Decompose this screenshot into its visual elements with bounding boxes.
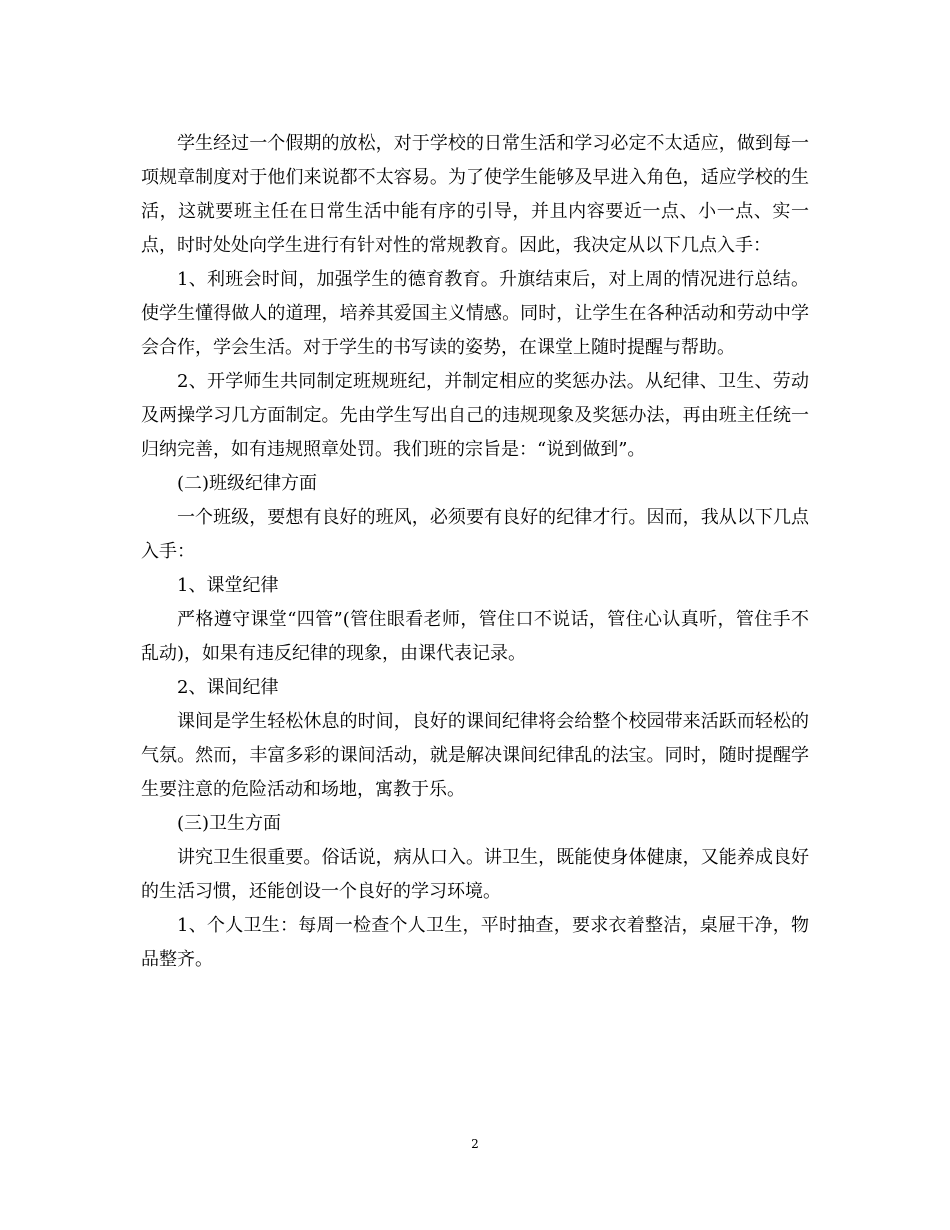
section-heading-hygiene: (三)卫生方面 bbox=[177, 813, 282, 834]
paragraph-item-1-moral-education: 1、利班会时间，加强学生的德育教育。升旗结束后，对上周的情况进行总结。使学生懂得做人的道理，培养其爱国主义情感。同时，让学生在各种活动和劳动中学会合作，学会生活。对于学生的书写读的姿势，在课堂上随时提醒与帮助。 bbox=[141, 269, 809, 358]
paragraph-hygiene-intro: 讲究卫生很重要。俗话说，病从口入。讲卫生，既能使身体健康，又能养成良好的生活习惯，还能创设一个良好的学习环境。 bbox=[141, 847, 809, 902]
subheading-classroom-discipline: 1、课堂纪律 bbox=[177, 575, 279, 596]
subheading-break-discipline: 2、课间纪律 bbox=[177, 677, 279, 698]
section-heading-class-discipline: (二)班级纪律方面 bbox=[177, 473, 318, 494]
paragraph-break-discipline: 课间是学生轻松休息的时间，良好的课间纪律将会给整个校园带来活跃而轻松的气氛。然而，丰富多彩的课间活动，就是解决课间纪律乱的法宝。同时，随时提醒学生要注意的危险活动和场地，寓教于乐。 bbox=[141, 711, 809, 800]
paragraph-intro: 学生经过一个假期的放松，对于学校的日常生活和学习必定不太适应，做到每一项规章制度对于他们来说都不太容易。为了使学生能够及早进入角色，适应学校的生活，这就要班主任在日常生活中能有序的引导，并且内容要近一点、小一点、实一点，时时处处向学生进行有针对性的常规教育。因此，我决定从以下几点入手： bbox=[141, 133, 809, 256]
document-body bbox=[141, 127, 809, 977]
paragraph-item-2-class-rules: 2、开学师生共同制定班规班纪，并制定相应的奖惩办法。从纪律、卫生、劳动及两操学习几方面制定。先由学生写出自己的违规现象及奖惩办法，再由班主任统一归纳完善，如有违规照章处罚。我们班的宗旨是：“说到做到”。 bbox=[141, 371, 809, 460]
page-number: 2 bbox=[471, 1137, 479, 1151]
paragraph-discipline-intro: 一个班级，要想有良好的班风，必须要有良好的纪律才行。因而，我从以下几点入手： bbox=[141, 507, 809, 562]
paragraph-personal-hygiene: 1、个人卫生：每周一检查个人卫生，平时抽查，要求衣着整洁，桌屉干净，物品整齐。 bbox=[141, 915, 809, 970]
paragraph-classroom-discipline: 严格遵守课堂“四管”(管住眼看老师，管住口不说话，管住心认真听，管住手不乱动)，如果有违反纪律的现象，由课代表记录。 bbox=[141, 609, 809, 664]
